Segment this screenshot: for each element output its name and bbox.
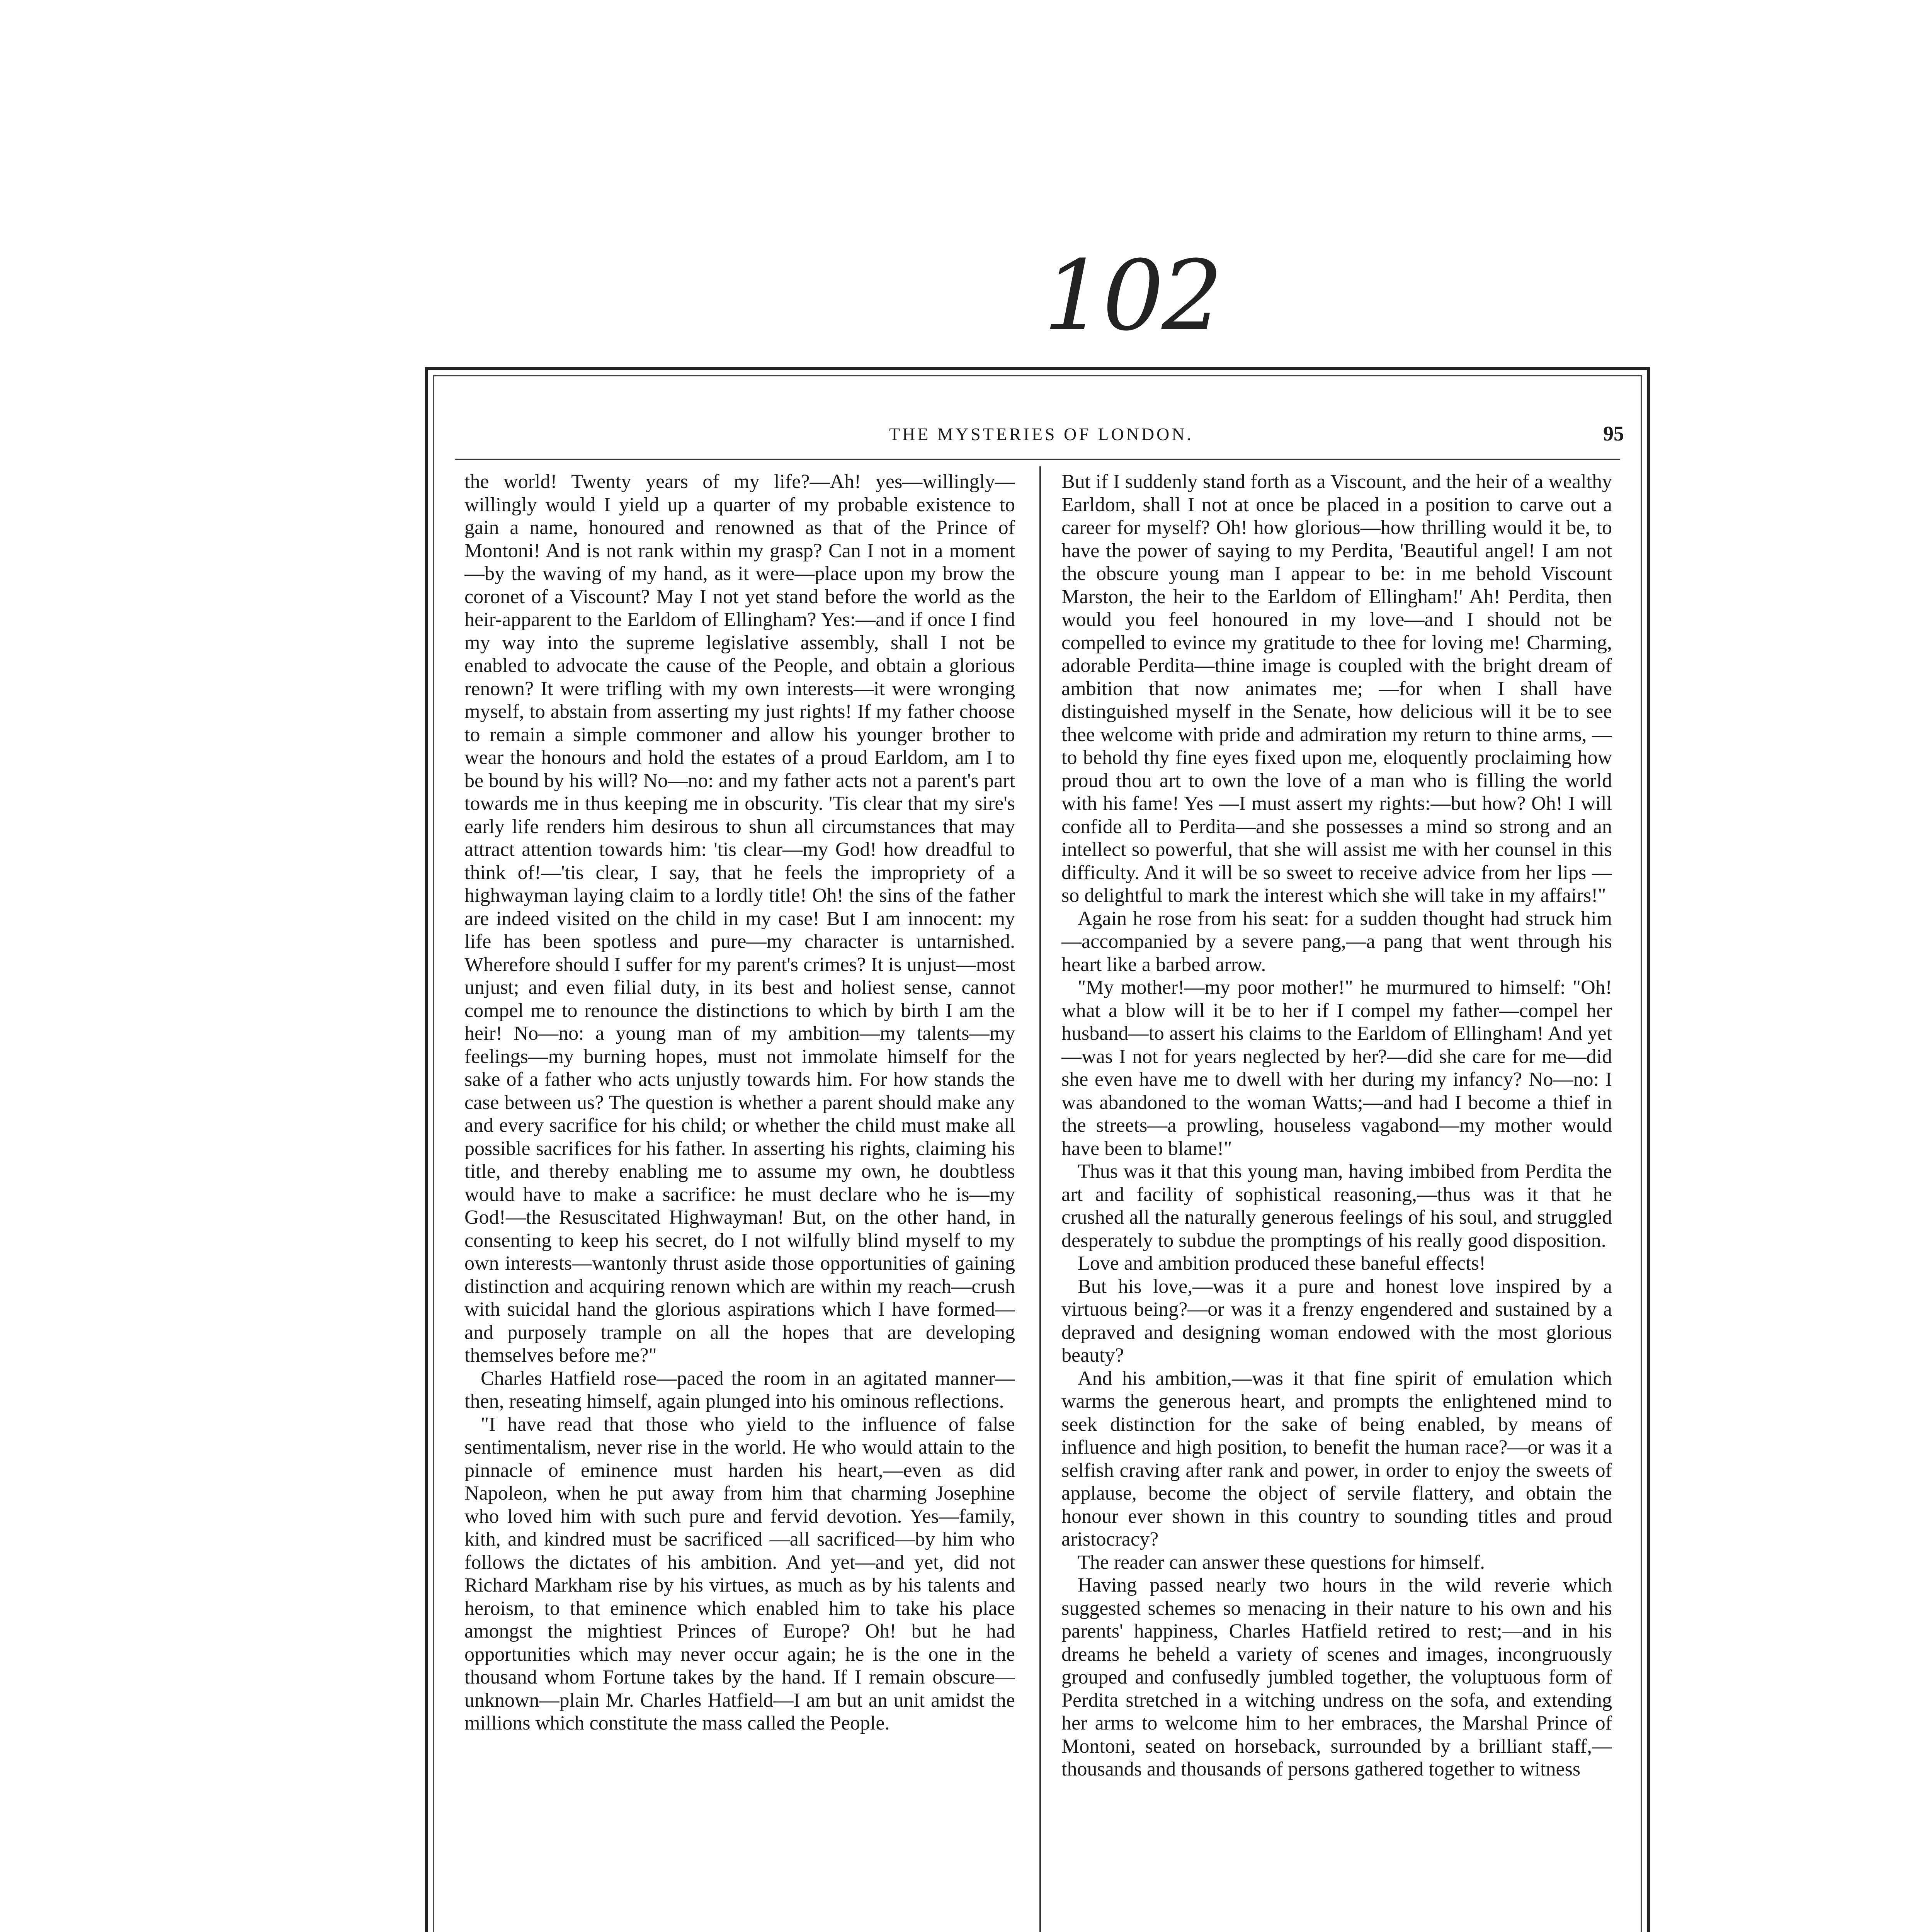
running-head xyxy=(459,424,1624,451)
paragraph: Thus was it that this young man, having imbibed from Perdita the art and facility of sophistical reasoning,—thus was it that he crushed all the naturally generous feelings of his soul, and struggled desperately to subdue the promptings of his really good disposition. xyxy=(1061,1160,1612,1252)
paragraph: Love and ambition produced these baneful effects! xyxy=(1078,1252,1486,1274)
left-column xyxy=(464,470,1015,1932)
paragraph: But his love,—was it a pure and honest love inspired by a virtuous being?—or was it a frenzy engendered and sustained by a depraved and designing woman endowed with the most glorious beauty? xyxy=(1061,1275,1612,1366)
paragraph: Charles Hatfield rose—paced the room in an agitated manner—then, reseating himself, again plunged into his ominous reflections. xyxy=(464,1367,1015,1412)
paragraph: But if I suddenly stand forth as a Viscount, and the heir of a wealthy Earldom, shall I not at once be placed in a position to carve out a career for myself? Oh! how glorious—how thrilling would it be, to have the power of saying to my Perdita, 'Beautiful angel! I am not the obscure young man I appear to be: in me behold Viscount Marston, the heir to the Earldom of Ellingham!' Ah! Perdita, then would you feel honoured in my love—and I should not be compelled to evince my gratitude to thee for loving me! Charming, adorable Perdita—thine image is coupled with the bright dream of ambition that now animates me; —for when I shall have distinguished myself in the Senate, how delicious will it be to see thee welcome with pride and admiration my return to thine arms, —to behold thy fine eyes fixed upon me, eloquently proclaiming how proud thou art to own the love of a man who is filling the world with his fame! Yes —I must assert my rights:—but how? Oh! I will confide all to Perdita—and she possesses a mind so strong and an intellect so powerful, that she will assist me with her counsel in this difficulty. And it will be so sweet to receive advice from her lips —so delightful to mark the interest which she will take in my affairs!" xyxy=(1061,471,1612,906)
paragraph: "I have read that those who yield to the influence of false sentimentalism, never rise in the world. He who would attain to the pinnacle of eminence must harden his heart,—even as did Napoleon, when he put away from him that charming Josephine who loved him with such pure and fervid devotion. Yes—family, kith, and kindred must be sacrificed —all sacrificed—by him who follows the dictates of his ambition. And yet—and yet, did not Richard Markham rise by his virtues, as much as by his talents and heroism, to that eminence which enabled him to take his place amongst the mightiest Princes of Europe? Oh! but he had opportunities which may never occur again; he is the one in the thousand whom Fortune takes by the hand. If I remain obscure—unknown—plain Mr. Charles Hatfield—I am but an unit amidst the millions which constitute the mass called the People. xyxy=(464,1413,1015,1734)
paragraph: the world! Twenty years of my life?—Ah! yes—willingly—willingly would I yield up a quarter of my probable existence to gain a name, honoured and renowned as that of the Prince of Montoni! And is not rank within my grasp? Can I not in a moment —by the waving of my hand, as it were—place upon my brow the coronet of a Viscount? May I not yet stand before the world as the heir-apparent to the Earldom of Ellingham? Yes:—and if once I find my way into the supreme legislative assembly, shall I not be enabled to advocate the cause of the People, and obtain a glorious renown? It were trifling with my own interests—it were wronging myself, to abstain from asserting my just rights! If my father choose to remain a simple commoner and allow his younger brother to wear the honours and hold the estates of a proud Earldom, am I to be bound by his will? No—no: and my father acts not a parent's part towards me in thus keeping me in obscurity. 'Tis clear that my sire's early life renders him desirous to shun all circumstances that may attract attention towards him: 'tis clear—my God! how dreadful to think of!—'tis clear, I say, that he feels the impropriety of a highwayman laying claim to a lordly title! Oh! the sins of the father are indeed visited on the child in my case! But I am innocent: my life has been spotless and pure—my character is untarnished. Wherefore should I suffer for my parent's crimes? It is unjust—most unjust; and even filial duty, in its best and holiest sense, cannot compel me to renounce the distinctions to which by birth I am the heir! No—no: a young man of my ambition—my talents—my feelings—my burning hopes, must not immolate himself for the sake of a father who acts unjustly towards him. For how stands the case between us? The question is whether a parent should make any and every sacrifice for his child; or whether the child must make all possible sacrifices for his father. In asserting his rights, claiming his title, and thereby enabling me to assume my own, he doubtless would have to make a sacrifice: he must declare who he is—my God!—the Resuscitated Highwayman! But, on the other hand, in consenting to keep his secret, do I not wilfully blind myself to my own interests—wantonly thrust aside those opportunities of gaining distinction and acquiring renown which are within my reach—crush with suicidal hand the glorious aspirations which I have formed—and purposely trample on all the hopes that are developing themselves before me?" xyxy=(464,471,1015,1366)
paragraph: "My mother!—my poor mother!" he murmured to himself: "Oh! what a blow will it be to her if I compel my father—compel her husband—to assert his claims to the Earldom of Ellingham! And yet—was I not for years neglected by her?—did she care for me—did she even have me to dwell with her during my infancy? No—no: I was abandoned to the woman Watts;—and had I become a thief in the streets—a prowling, houseless vagabond—my mother would have been to blame!" xyxy=(1061,976,1612,1160)
page-frame xyxy=(425,367,1650,1932)
header-rule xyxy=(455,459,1620,460)
paragraph: The reader can answer these questions for himself. xyxy=(1078,1551,1485,1573)
paragraph: And his ambition,—was it that fine spirit of emulation which warms the generous heart, and prompts the enlightened mind to seek distinction for the sake of being enabled, by means of influence and high position, to benefit the human race?—or was it a selfish craving after rank and power, in order to enjoy the sweets of applause, become the object of servile flattery, and obtain the honour ever shown in this country to sounding titles and proud aristocracy? xyxy=(1061,1367,1612,1550)
right-column xyxy=(1061,470,1612,1932)
page-number: 95 xyxy=(1603,422,1624,445)
paragraph: Having passed nearly two hours in the wild reverie which suggested schemes so menacing in their nature to his own and his parents' happiness, Charles Hatfield retired to rest;—and in his dreams he beheld a variety of scenes and images, incongruously grouped and confusedly jumbled together, the voluptuous form of Perdita stretched in a witching undress on the sofa, and extending her arms to welcome him to her embraces, the Marshal Prince of Montoni, seated on horseback, surrounded by a brilliant staff,—thousands and thousands of persons gathered together to witness xyxy=(1061,1574,1612,1780)
paragraph: Again he rose from his seat: for a sudden thought had struck him—accompanied by a severe pang,—a pang that went through his heart like a barbed arrow. xyxy=(1061,907,1612,976)
running-title: THE MYSTERIES OF LONDON. xyxy=(889,424,1194,444)
column-divider xyxy=(1039,466,1041,1932)
handwritten-page-number: 102 xyxy=(1043,240,1221,352)
